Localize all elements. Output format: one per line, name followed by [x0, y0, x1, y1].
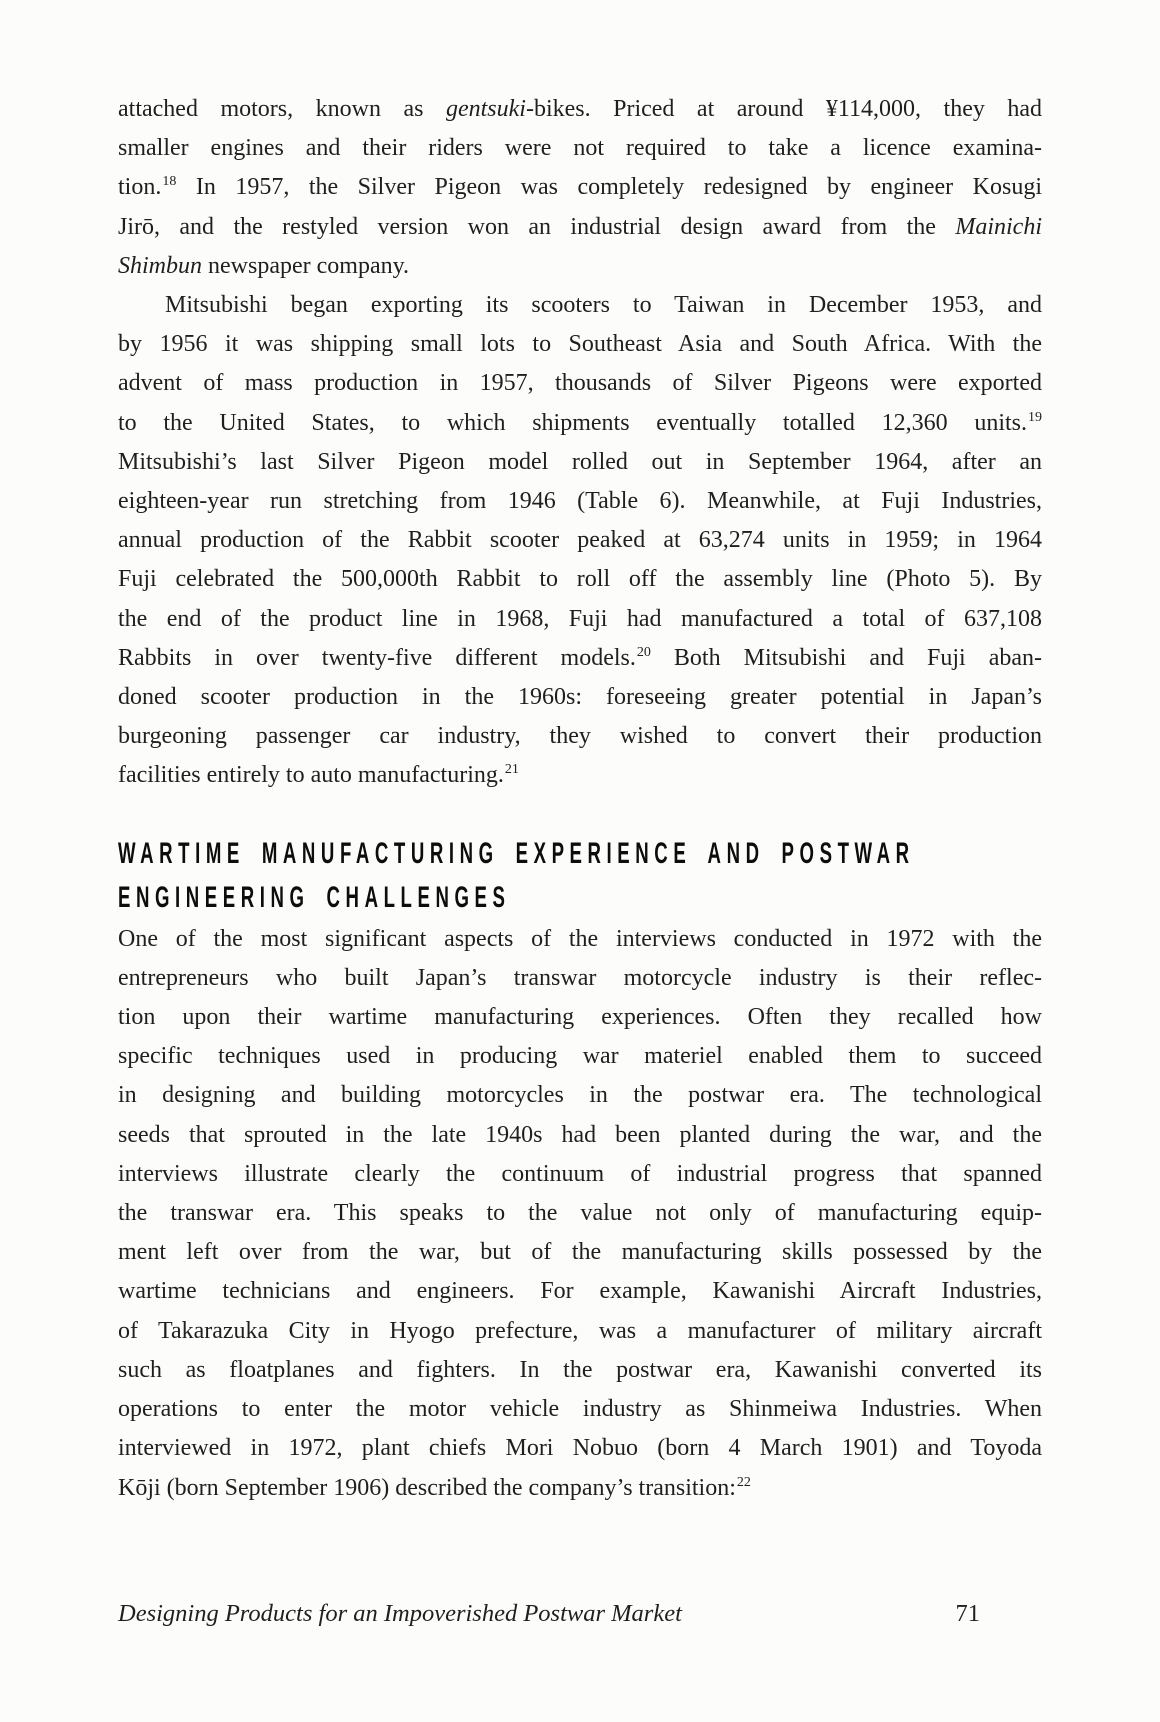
text-line: [118, 247, 1042, 286]
body-text-segment: doned scooter production in the 1960s: foreseeing greater potential in Japan’s: [118, 684, 1042, 711]
text-line: [118, 364, 1042, 403]
text-line: [118, 1390, 1042, 1429]
body-text-segment: attached motors, known as: [118, 96, 446, 122]
text-line: [118, 998, 1042, 1037]
text-line: [118, 404, 1042, 443]
body-text-segment: facilities entirely to auto manufacturing.: [118, 762, 504, 789]
body-text-segment: advent of mass production in 1957, thousands of Silver Pigeons were exported: [118, 370, 1042, 397]
text-line: [118, 443, 1042, 482]
body-text-segment: Rabbits in over twenty-five different models.: [118, 644, 636, 671]
text-line: [118, 1076, 1042, 1115]
page-number: 71: [955, 1600, 980, 1627]
body-text-segment: Kōji (born September 1906) described the company’s transition:: [118, 1474, 736, 1501]
footnote-reference: 21: [504, 762, 519, 778]
text-line: [118, 717, 1042, 756]
body-text-segment: Mitsubishi began exporting its scooters to Taiwan in December 1953, and: [165, 292, 1042, 319]
text-line: [118, 1233, 1042, 1272]
body-text-segment: Jirō, and the restyled version won an industrial design award from the: [118, 213, 956, 240]
body-text-segment: eighteen-year run stretching from 1946 (Table 6). Meanwhile, at Fuji Industries,: [118, 488, 1042, 515]
body-text-segment: entrepreneurs who built Japan’s transwar motorcycle industry is their reflec-: [118, 964, 1042, 991]
text-line: [118, 920, 1042, 959]
text-line: [118, 756, 1042, 795]
body-text-segment: to the United States, to which shipments eventually totalled 12,360 units.: [118, 409, 1027, 436]
body-text-segment: such as floatplanes and fighters. In the postwar era, Kawanishi converted its: [118, 1356, 1042, 1383]
text-line: [118, 639, 1042, 678]
body-text-segment: seeds that sprouted in the late 1940s had been planted during the war, and the: [118, 1121, 1042, 1148]
body-text-segment: Fuji celebrated the 500,000th Rabbit to roll off the assembly line (Photo 5). By: [118, 566, 1042, 593]
text-line: [118, 482, 1042, 521]
text-line: [118, 1037, 1042, 1076]
body-text-segment: One of the most significant aspects of the interviews conducted in 1972 with the: [118, 925, 1042, 952]
paragraph: [118, 90, 1042, 286]
page-body: [118, 90, 1042, 1508]
body-text-segment: by 1956 it was shipping small lots to Southeast Asia and South Africa. With the: [118, 331, 1042, 358]
text-line: [118, 208, 1042, 247]
italic-text: Shimbun: [118, 252, 202, 279]
text-line: [118, 1155, 1042, 1194]
text-line: [118, 1272, 1042, 1311]
body-text-segment: wartime technicians and engineers. For example, Kawanishi Aircraft Industries,: [118, 1278, 1042, 1305]
heading-line-text: ENGINEERING CHALLENGES: [118, 880, 511, 914]
body-text-segment: interviews illustrate clearly the continuum of industrial progress that spanned: [118, 1160, 1042, 1187]
text-line: [118, 959, 1042, 998]
body-text-segment: the transwar era. This speaks to the value not only of manufacturing equip-: [118, 1200, 1042, 1227]
footnote-reference: 18: [162, 174, 177, 190]
body-text-segment: Both Mitsubishi and Fuji aban-: [650, 644, 1042, 671]
text-line: [118, 1312, 1042, 1351]
body-text-segment: tion.: [118, 174, 162, 201]
running-footer-title: Designing Products for an Impoverished Postwar Market: [118, 1600, 682, 1627]
body-text-segment: In 1957, the Silver Pigeon was completely redesigned by engineer Kosugi: [176, 174, 1042, 201]
footnote-reference: 22: [736, 1474, 751, 1490]
footnote-reference: 20: [636, 644, 651, 660]
footnote-reference: 19: [1028, 409, 1042, 425]
italic-text: Mainichi: [955, 213, 1042, 240]
paragraph: [118, 920, 1042, 1508]
page-footer: [118, 1600, 1042, 1628]
text-line: [118, 129, 1042, 168]
heading-line: [118, 876, 1042, 920]
body-text-segment: tion upon their wartime manufacturing experiences. Often they recalled how: [118, 1004, 1042, 1031]
text-line: [118, 678, 1042, 717]
body-text-segment: specific techniques used in producing war materiel enabled them to succeed: [118, 1043, 1042, 1070]
text-line: [118, 325, 1042, 364]
body-text-segment: ment left over from the war, but of the manufacturing skills possessed by the: [118, 1239, 1042, 1266]
italic-text: gentsuki: [445, 96, 526, 122]
heading-line-text: WARTIME MANUFACTURING EXPERIENCE AND POSTWAR: [118, 836, 915, 870]
text-line: [118, 90, 1042, 129]
body-text-segment: operations to enter the motor vehicle industry as Shinmeiwa Industries. When: [118, 1396, 1042, 1423]
heading-line: [118, 832, 1042, 876]
text-line: [118, 1194, 1042, 1233]
text-line: [118, 1116, 1042, 1155]
text-line: [118, 286, 1042, 325]
text-line: [118, 521, 1042, 560]
body-text-segment: smaller engines and their riders were not required to take a licence examina-: [118, 135, 1042, 162]
body-text-segment: interviewed in 1972, plant chiefs Mori Nobuo (born 4 March 1901) and Toyoda: [118, 1435, 1042, 1462]
body-text-segment: newspaper company.: [202, 252, 410, 279]
body-text-segment: in designing and building motorcycles in the postwar era. The technological: [118, 1082, 1042, 1109]
text-line: [118, 168, 1042, 207]
text-line: [118, 560, 1042, 599]
body-text-segment: Mitsubishi’s last Silver Pigeon model rolled out in September 1964, after an: [118, 448, 1042, 475]
body-text-segment: burgeoning passenger car industry, they wished to convert their production: [118, 723, 1042, 750]
text-line: [118, 1469, 1042, 1508]
paragraph: [118, 286, 1042, 796]
text-line: [118, 1351, 1042, 1390]
text-line: [118, 600, 1042, 639]
body-text-segment: -bikes. Priced at around ¥114,000, they had: [525, 96, 1043, 122]
body-text-segment: annual production of the Rabbit scooter peaked at 63,274 units in 1959; in 1964: [118, 527, 1042, 554]
body-text-segment: the end of the product line in 1968, Fuji had manufactured a total of 637,108: [118, 605, 1042, 632]
section-heading: [118, 832, 1042, 920]
text-line: [118, 1429, 1042, 1468]
body-text-segment: of Takarazuka City in Hyogo prefecture, was a manufacturer of military aircraft: [118, 1317, 1042, 1344]
